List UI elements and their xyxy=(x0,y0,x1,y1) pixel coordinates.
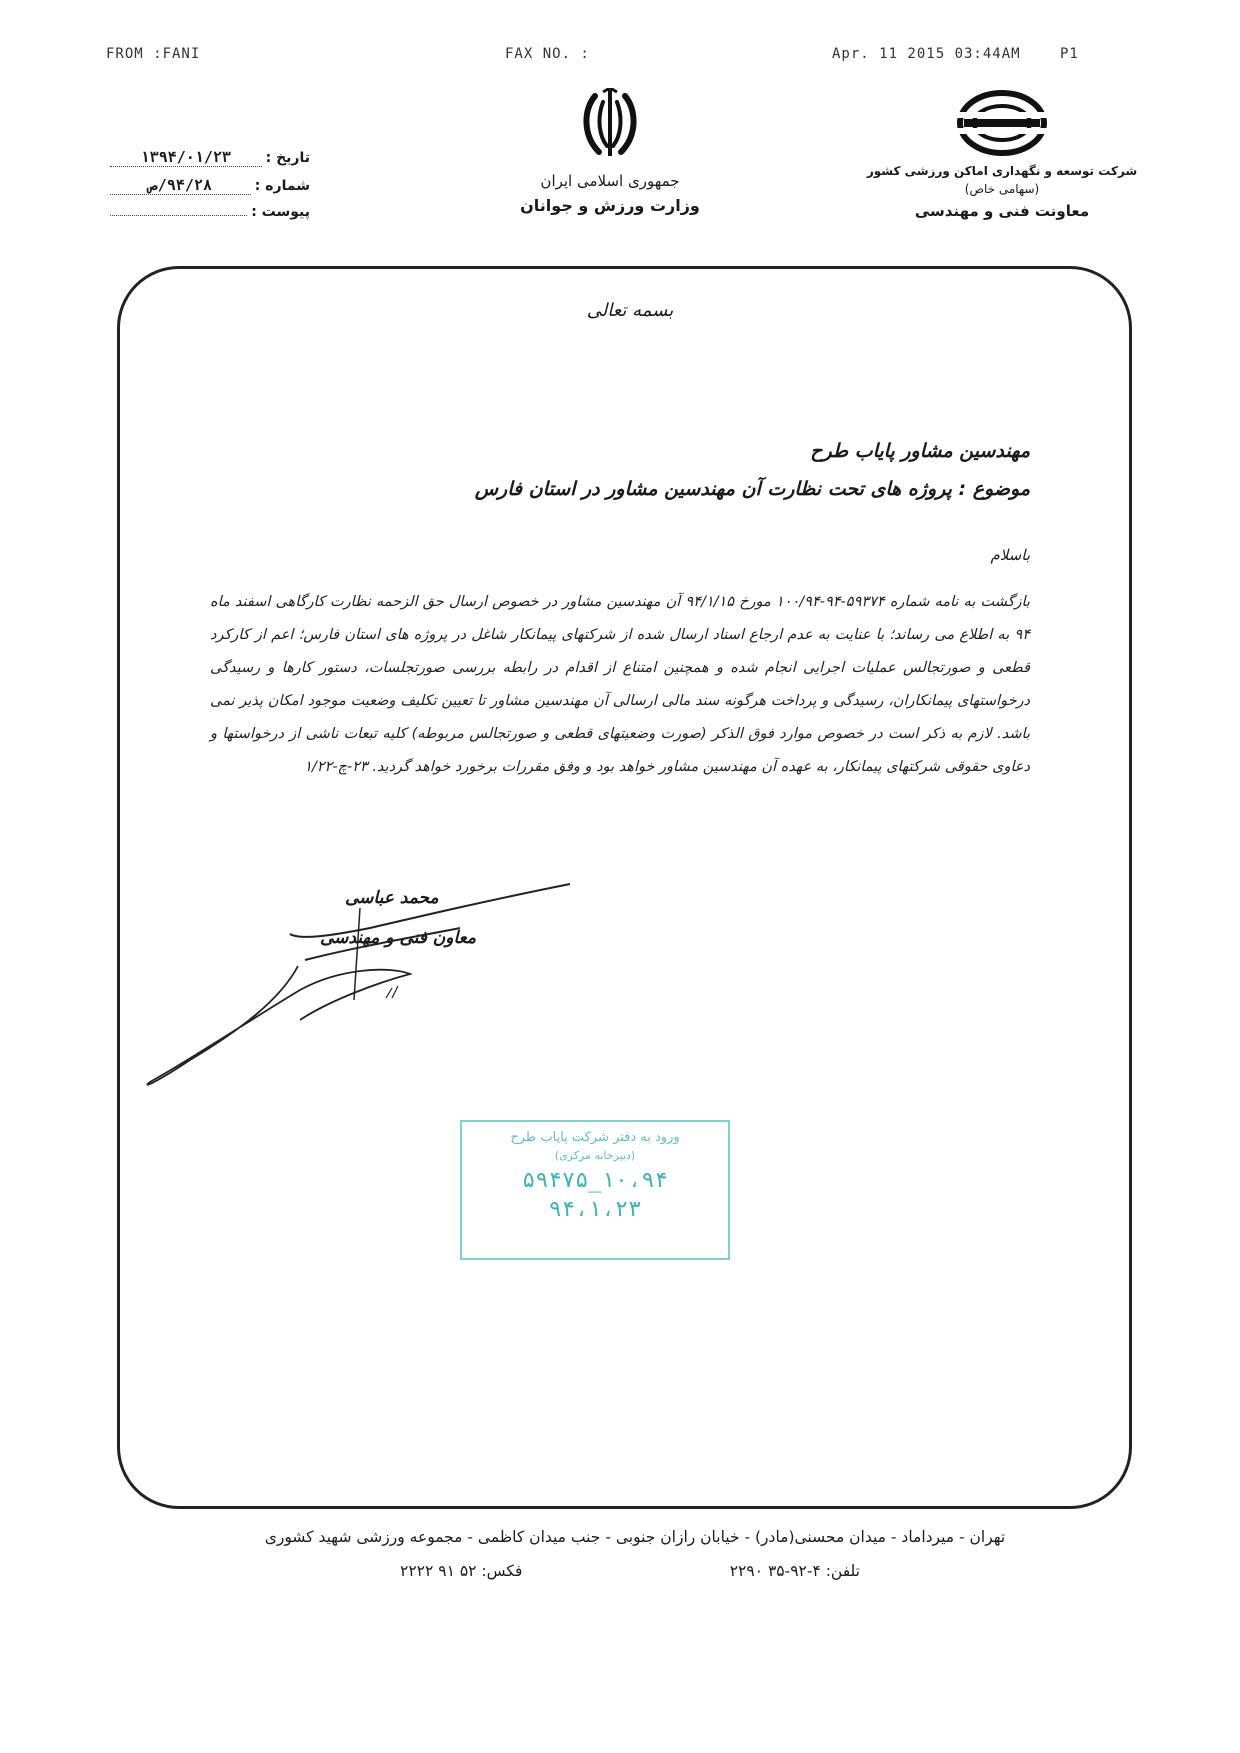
signatory-title: معاون فنی و مهندسی xyxy=(320,928,476,948)
company-type: (سهامی خاص) xyxy=(964,182,1040,196)
signatory-name: محمد عباسی xyxy=(345,888,439,908)
stamp-title: ورود به دفتر شرکت پایاب طرح xyxy=(510,1130,680,1145)
greeting: باسلام xyxy=(990,546,1030,564)
recipient: مهندسین مشاور پایاب طرح xyxy=(810,440,1030,462)
letter-meta xyxy=(110,148,310,232)
fax-number: FAX NO. : xyxy=(505,46,590,62)
stamp-date: ۹۴،۱،۲۳ xyxy=(548,1197,642,1222)
bismillah: بسمه تعالی xyxy=(586,300,674,321)
company-name: شرکت توسعه و نگهداری اماکن ورزشی کشور xyxy=(866,164,1138,178)
fax-page: P1 xyxy=(1060,46,1079,62)
attachment-row xyxy=(110,204,310,232)
subject-line: موضوع : پروژه های تحت نظارت آن مهندسین مشاور در استان فارس xyxy=(474,478,1030,500)
incoming-stamp xyxy=(460,1120,730,1260)
fax-from: FROM :FANI xyxy=(106,46,201,62)
ministry-name: وزارت ورزش و جوانان xyxy=(520,196,700,215)
number-row xyxy=(110,176,310,204)
attachment-label: پیوست : xyxy=(251,204,310,220)
company-logo-icon xyxy=(956,88,1048,158)
date-row xyxy=(110,148,310,176)
department-name: معاونت فنی و مهندسی xyxy=(914,202,1090,220)
attachment-value xyxy=(110,215,247,216)
footer-phone: تلفن: ۴-۹۲-۳۵ ۲۲۹۰ xyxy=(729,1562,860,1580)
date-value: ۱۳۹۴/۰۱/۲۳ xyxy=(110,148,262,167)
ministry-header xyxy=(490,88,730,215)
footer-address: تهران - میرداماد - میدان محسنی(مادر) - خیابان رازان جنوبی - جنب میدان کاظمی - مجموعه ورزشی شهید کشوری xyxy=(264,1528,1006,1546)
republic-name: جمهوری اسلامی ایران xyxy=(540,172,680,190)
fax-timestamp: Apr. 11 2015 03:44AM xyxy=(832,46,1021,62)
stamp-number: ۱۰،۹۴_۵۹۴۷۵ xyxy=(522,1168,668,1193)
signature-scribble-icon xyxy=(130,870,590,1100)
number-label: شماره : xyxy=(254,178,310,194)
footer-contact xyxy=(400,1562,860,1580)
company-header xyxy=(852,88,1152,220)
stamp-subtitle: (دبیرخانه مرکزی) xyxy=(554,1149,636,1162)
footer-fax: فکس: ۵۲ ۹۱ ۲۲۲۲ xyxy=(400,1562,523,1580)
letter-body: بازگشت به نامه شماره ۵۹۳۷۴-۹۴-۱۰۰/۹۴ مورخ ۹۴/۱/۱۵ آن مهندسین مشاور در خصوص ارسال حق الزحمه نظارت کارگاهی اسفند ماه ۹۴ به اطلاع می رساند؛ با عنایت به عدم ارجاع اسناد ارسال شده از شرکتهای پیمانکار شاغل در پروژه های استان فارس؛ اعم از کارکرد قطعی و صورتجالس عملیات اجرایی انجام شده و همچنین امتناع از اقدام در رابطه بررسی صورتجلسات، دستور کارها و رسیدگی درخواستهای پیمانکاران، رسیدگی و پرداخت هرگونه سند مالی ارسالی آن مهندسین مشاور تا تعیین تکلیف وضعیت موجود امکان پذیر نمی باشد. لازم به ذکر است در خصوص موارد فوق الذکر (صورت وضعیتهای قطعی و صورتجالس مربوطه) کلیه تبعات ناشی از درخواستها و دعاوی حقوقی شرکتهای پیمانکار، به عهده آن مهندسین مشاور خواهد بود و وفق مقررات برخورد خواهد گردید. ۲۳-چ-۱/۲۲ xyxy=(210,594,1030,775)
iran-emblem-icon xyxy=(575,88,645,164)
number-value: ۹۴/۲۸/ص xyxy=(110,176,251,195)
date-label: تاریخ : xyxy=(265,150,310,166)
